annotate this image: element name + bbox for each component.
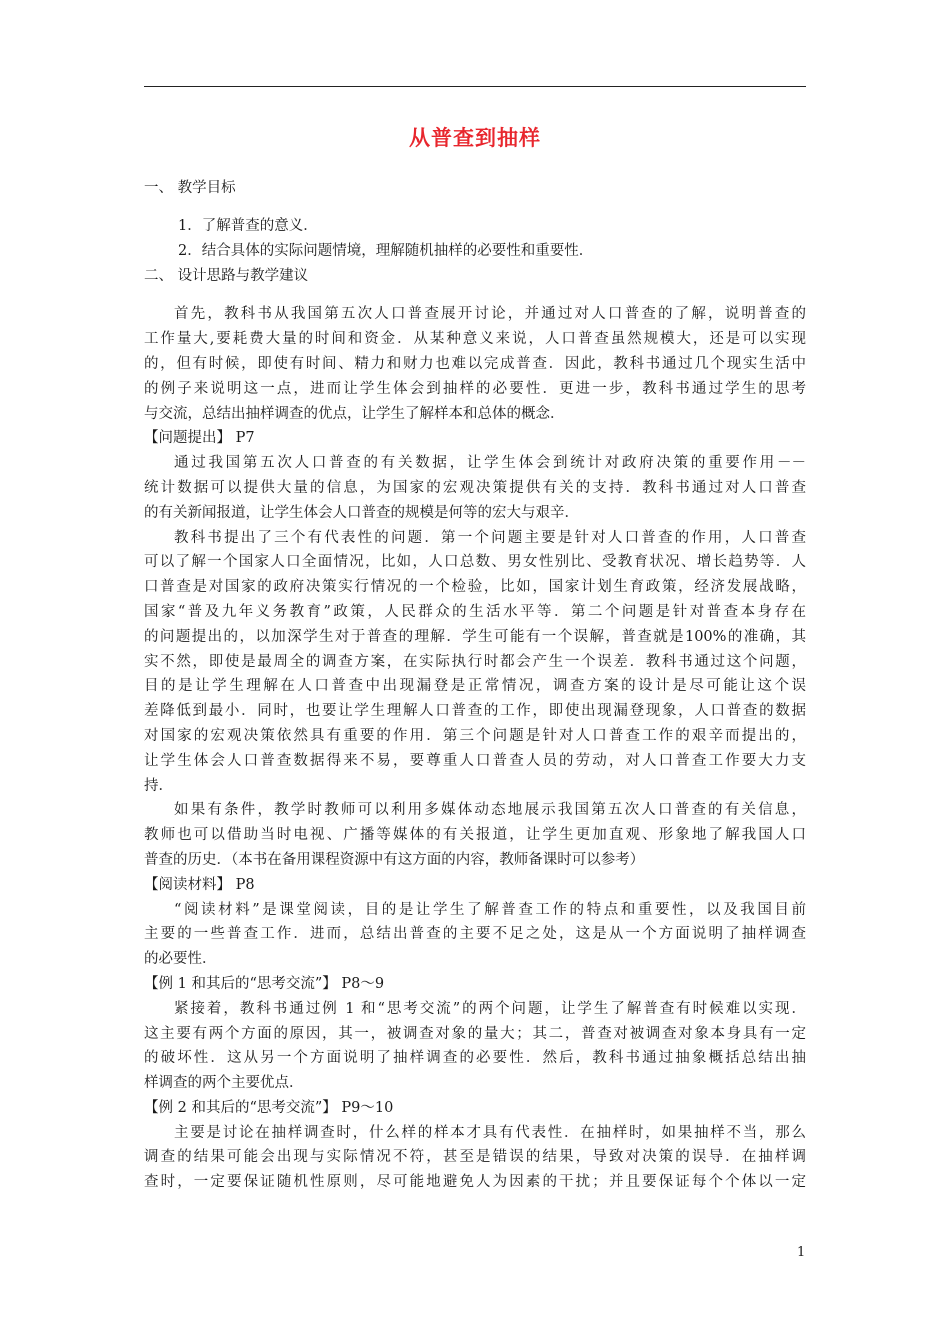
paragraph-example-2: 主要是讨论在抽样调查时，什么样的样本才具有代表性．在抽样时，如果抽样不当，那么 调查的结果可能会出现与实际情况不符，甚至是错误的结果，导致对决策的误导．在抽样调 查时，一定要保证随机性原则，尽可能地避免人为因素的干扰；并且要保证每个个体以一定 [144,1124,806,1191]
heading-wenti: 【问题提出】 P7 [144,430,255,447]
document-body [144,176,806,1195]
paragraph-wenti-2: 教科书提出了三个有代表性的问题．第一个问题主要是针对人口普查的作用，人口普查 可以了解一个国家人口全面情况，比如，人口总数、男女性别比、受教育状况、增长趋势等．人 口普查是对国家的政府决策实行情况的一个检验，比如，国家计划生育政策，经济发展战略， 国家“普及九年义务教育”政策，人民群众的生活水平等．第二个问题是针对普查本身存在 的问题提出的，以加深学生对于普查的理解．学生可能有一个误解，普查就是100%的准确，其 实不然，即使是最周全的调查方案，在实际执行时都会产生一个误差．教科书通过这个问题， 目的是让学生理解在人口普查中出现漏登是正常情况，调查方案的设计是尽可能让这个误 差降低到最小．同时，也要让学生理解人口普查的工作，即使出现漏登现象，人口普查的数据 对国家的宏观决策依然具有重要的作用．第三个问题是针对人口普查工作的艰辛而提出的， 让学生体会人口普查数据得来不易，要尊重人口普查人员的劳动，对人口普查工作要大力支 持． [144,529,806,794]
document-title: 从普查到抽样 [409,126,541,150]
heading-example-1: 【例 1 和其后的“思考交流”】 P8～9 [144,975,385,992]
goal-item: 2．结合具体的实际问题情境，理解随机抽样的必要性和重要性． [178,242,594,259]
paragraph-wenti-1: 通过我国第五次人口普查的有关数据，让学生体会到统计对政府决策的重要作用－－ 统计数据可以提供大量的信息，为国家的宏观决策提供有关的支持．教科书通过对人口普查 的有关新闻报道，让学生体会人口普查的规模是何等的宏大与艰辛． [144,455,806,521]
page-number: 1 [797,1245,806,1260]
section-heading-design: 二、 设计思路与教学建议 [144,267,309,284]
paragraph-yuedu: “阅读材料”是课堂阅读，目的是让学生了解普查工作的特点和重要性，以及我国目前 主要的一些普查工作．进而，总结出普查的主要不足之处，这是从一个方面说明了抽样调查 的必要性． [144,901,806,968]
paragraph-wenti-3: 如果有条件，教学时教师可以利用多媒体动态地展示我国第五次人口普查的有关信息， 教师也可以借助当时电视、广播等媒体的有关报道，让学生更加直观、形象地了解我国人口 普查的历史．（本书在备用课程资源中有这方面的内容，教师备课时可以参考） [144,802,806,868]
section-heading-goals: 一、 教学目标 [144,180,236,196]
heading-example-2: 【例 2 和其后的“思考交流”】 P9～10 [144,1099,394,1116]
paragraph-example-1: 紧接着，教科书通过例 1 和“思考交流”的两个问题，让学生了解普查有时候难以实现． 这主要有两个方面的原因，其一，被调查对象的量大；其二，普查对被调查对象本身具有一定 的破坏性．这从另一个方面说明了抽样调查的必要性．然后，教科书通过抽象概括总结出抽 样调查的两个主要优点． [144,1000,806,1092]
paragraph-intro: 首先，教科书从我国第五次人口普查展开讨论，并通过对人口普查的了解，说明普查的 工作量大,要耗费大量的时间和资金．从某种意义来说，人口普查虽然规模大，还是可以实现 的，但有时候，即使有时间、精力和财力也难以完成普查．因此，教科书通过几个现实生活中 的例子来说明这一点，进而让学生体会到抽样的必要性．更进一步，教科书通过学生的思考 与交流，总结出抽样调查的优点，让学生了解样本和总体的概念． [144,306,806,422]
heading-yuedu: 【阅读材料】 P8 [144,876,255,893]
goal-item: 1．了解普查的意义． [178,218,318,234]
header-rule [144,86,806,87]
